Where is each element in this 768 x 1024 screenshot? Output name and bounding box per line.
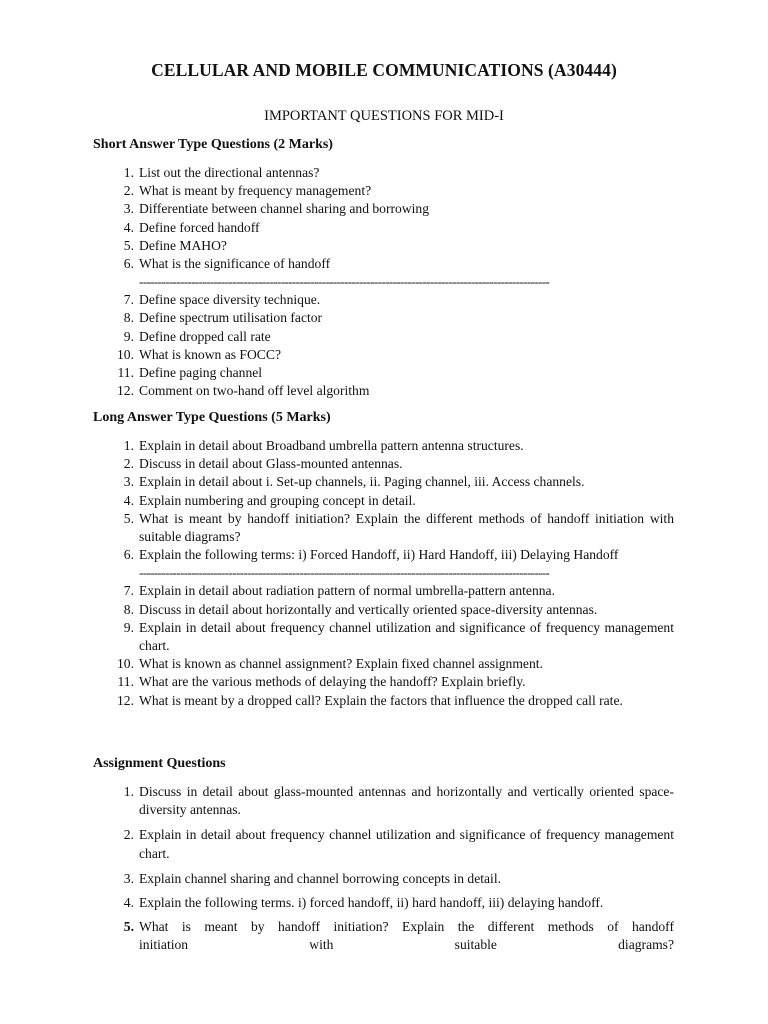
- item-text: What is the significance of handoff: [139, 256, 331, 272]
- item-text: Comment on two-hand off level algorithm: [139, 383, 370, 399]
- item-number: 8.: [123, 601, 134, 617]
- list-item: [0, 182, 674, 200]
- item-number: 2.: [123, 456, 134, 472]
- item-text-line2: initiation with suitable diagrams?: [139, 937, 674, 953]
- document-title: CELLULAR AND MOBILE COMMUNICATIONS (A30444): [151, 60, 617, 80]
- item-text: Define spectrum utilisation factor: [139, 310, 323, 326]
- item-text: Explain the following terms. i) forced handoff, ii) hard handoff, iii) delaying handoff.: [139, 895, 604, 911]
- item-text: Discuss in detail about Glass-mounted antennas.: [139, 456, 403, 472]
- list-item: [0, 346, 674, 364]
- item-text: Explain the following terms: i) Forced Handoff, ii) Hard Handoff, iii) Delaying Handoff: [139, 547, 619, 563]
- item-number: 3.: [123, 870, 134, 886]
- list-item: [0, 870, 674, 888]
- item-number: 4.: [123, 219, 134, 235]
- list-item: [0, 437, 674, 455]
- item-number: 11.: [117, 674, 134, 690]
- separator: [0, 564, 674, 582]
- item-number: 12.: [117, 383, 134, 399]
- item-text-line1: What is meant by handoff initiation? Explain the different methods of handoff: [139, 919, 674, 935]
- assignment-list: [0, 783, 674, 962]
- item-number: 6.: [123, 256, 134, 272]
- list-item: [0, 619, 674, 655]
- item-text: What is meant by a dropped call? Explain the factors that influence the dropped call rate.: [139, 692, 623, 708]
- item-text: What is meant by handoff initiation? Explain the different methods of handoff initiation with suitable diagrams?: [139, 510, 674, 545]
- item-number: 4.: [123, 492, 134, 508]
- item-text: Explain channel sharing and channel borrowing concepts in detail.: [139, 870, 502, 886]
- item-text: List out the directional antennas?: [139, 165, 320, 180]
- item-number: 2.: [123, 183, 134, 199]
- item-text: Define forced handoff: [139, 219, 260, 235]
- list-item: [0, 492, 674, 510]
- item-number: 5.: [123, 237, 134, 253]
- item-text: Explain in detail about Broadband umbrella pattern antenna structures.: [139, 438, 524, 453]
- list-item: [0, 237, 674, 255]
- document-subtitle: IMPORTANT QUESTIONS FOR MID-I: [264, 108, 504, 124]
- list-item: [0, 655, 674, 673]
- item-text: Define paging channel: [139, 365, 263, 381]
- item-text: What is known as FOCC?: [139, 346, 281, 362]
- item-number: 10.: [117, 656, 134, 672]
- list-item: [0, 692, 674, 710]
- item-number: 8.: [123, 310, 134, 326]
- item-number: 9.: [123, 328, 134, 344]
- item-text: Explain in detail about frequency channel utilization and significance of frequency management chart.: [139, 619, 674, 654]
- item-text: [139, 918, 674, 954]
- dashed-separator: --------------------------------------------------------------------------------------------------------------: [139, 565, 550, 581]
- item-text: Differentiate between channel sharing and borrowing: [139, 201, 430, 217]
- item-number: 10.: [117, 346, 134, 362]
- list-item: [0, 219, 674, 237]
- item-text: Define dropped call rate: [139, 328, 271, 344]
- list-item: [0, 328, 674, 346]
- list-item: [0, 164, 674, 182]
- item-text: What is known as channel assignment? Explain fixed channel assignment.: [139, 656, 543, 672]
- item-text: Explain in detail about i. Set-up channels, ii. Paging channel, iii. Access channels.: [139, 474, 585, 490]
- list-item: [0, 894, 674, 912]
- assignment-heading: Assignment Questions: [93, 756, 226, 771]
- item-number: 1.: [123, 438, 134, 453]
- list-item: [0, 601, 674, 619]
- item-number: 3.: [123, 474, 134, 490]
- item-text: Explain numbering and grouping concept in detail.: [139, 492, 416, 508]
- item-text: Explain in detail about frequency channel utilization and significance of frequency management chart.: [139, 827, 674, 861]
- item-number: 11.: [117, 365, 134, 381]
- item-number: 4.: [123, 895, 134, 911]
- short-answer-heading: Short Answer Type Questions (2 Marks): [93, 137, 333, 152]
- list-item: [0, 382, 674, 400]
- separator: [0, 273, 674, 291]
- item-number: 3.: [123, 201, 134, 217]
- list-item: [0, 255, 674, 273]
- dashed-separator: --------------------------------------------------------------------------------------------------------------: [139, 274, 550, 290]
- list-item: [0, 455, 674, 473]
- item-text: Discuss in detail about glass-mounted antennas and horizontally and vertically oriented space-diversity antennas.: [139, 784, 674, 818]
- list-item: [0, 291, 674, 309]
- item-number: 9.: [123, 619, 134, 635]
- list-item: [0, 510, 674, 546]
- item-number: 7.: [123, 292, 134, 308]
- list-item: [0, 918, 674, 954]
- long-answer-heading: Long Answer Type Questions (5 Marks): [93, 410, 331, 425]
- short-answer-list: [0, 164, 674, 400]
- item-number: 1.: [123, 165, 134, 180]
- list-item: [0, 309, 674, 327]
- item-text: What are the various methods of delaying the handoff? Explain briefly.: [139, 674, 526, 690]
- item-number: 12.: [117, 692, 134, 708]
- list-item: [0, 783, 674, 819]
- item-text: What is meant by frequency management?: [139, 183, 372, 199]
- list-item: [0, 546, 674, 564]
- item-number: 5.: [123, 510, 134, 526]
- list-item: [0, 473, 674, 491]
- item-text: Explain in detail about radiation pattern of normal umbrella-pattern antenna.: [139, 583, 555, 599]
- item-number: 6.: [123, 547, 134, 563]
- item-number: 1.: [123, 784, 134, 799]
- item-text: Define MAHO?: [139, 237, 227, 253]
- list-item: [0, 826, 674, 862]
- item-number: 5.: [123, 919, 134, 935]
- item-number: 7.: [123, 583, 134, 599]
- list-item: [0, 582, 674, 600]
- item-text: Define space diversity technique.: [139, 292, 321, 308]
- list-item: [0, 364, 674, 382]
- long-answer-list: [0, 437, 674, 710]
- list-item: [0, 673, 674, 691]
- item-text: Discuss in detail about horizontally and vertically oriented space-diversity antennas.: [139, 601, 598, 617]
- item-number: 2.: [123, 827, 134, 843]
- list-item: [0, 200, 674, 218]
